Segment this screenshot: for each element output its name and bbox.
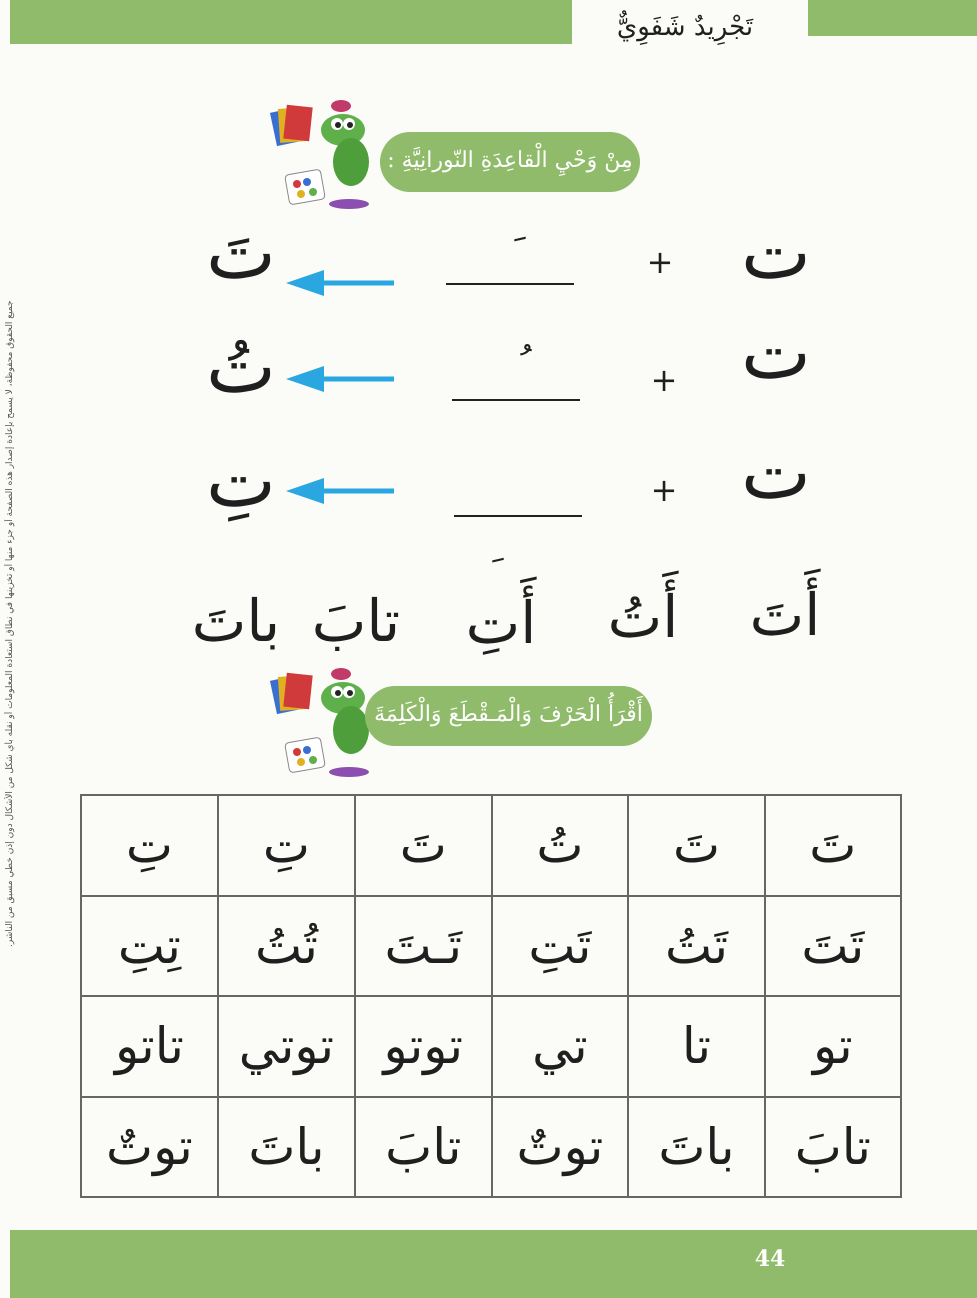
- section1-banner: مِنْ وَحْيِ الْقاعِدَةِ النّورانِيَّةِ :: [380, 132, 640, 192]
- row2-haraka: [496, 346, 536, 386]
- table-row: [81, 795, 901, 896]
- table-cell: تي: [492, 996, 629, 1097]
- crocodile-mascot-icon: [265, 100, 385, 210]
- table-cell: باتَ: [218, 1097, 355, 1198]
- table-cell: تابَ: [355, 1097, 491, 1198]
- row2-line: [452, 399, 580, 401]
- word-5: باتَ: [191, 587, 281, 655]
- table-cell: تَتِ: [492, 896, 629, 997]
- row1-result: تَ: [206, 210, 276, 296]
- table-cell: تَتُ: [628, 896, 764, 997]
- table-cell: تو: [765, 996, 901, 1097]
- row3-result: تِ: [206, 438, 276, 524]
- row2-result: تُ: [206, 324, 276, 410]
- row3-letter: ت: [741, 430, 811, 516]
- table-cell: تُ: [492, 795, 629, 896]
- copyright-note: جميع الحقوق محفوظة، لا يسمح بإعادة إصدار هذه الصفحة أو جزء منها أو تخزينها في نطاق استعادة المعلومات أو نقله بأي شكل من الأشكال دون إذن خطي مسبق من الناشر.: [5, 300, 15, 947]
- table-cell: توتو: [355, 996, 491, 1097]
- word-4: تابَ: [311, 587, 401, 655]
- row3-line: [454, 515, 582, 517]
- table-row: [81, 896, 901, 997]
- table-cell: تَ: [355, 795, 491, 896]
- page-number: 44: [754, 1246, 786, 1272]
- word-1: أَتَ: [749, 581, 821, 649]
- table-cell: توتٌ: [81, 1097, 218, 1198]
- word-3: أَتِ: [465, 589, 537, 657]
- table-cell: تِ: [218, 795, 355, 896]
- table-row: [81, 996, 901, 1097]
- table-cell: باتَ: [628, 1097, 764, 1198]
- table-row: [81, 1097, 901, 1198]
- top-banner-right: [808, 0, 977, 36]
- table-cell: تُتُ: [218, 896, 355, 997]
- table-cell: تَ: [628, 795, 764, 896]
- table-cell: تَـتَ: [355, 896, 491, 997]
- row3-plus: +: [650, 471, 678, 509]
- table-cell: تَتَ: [765, 896, 901, 997]
- row2-plus: +: [650, 361, 678, 399]
- row3-haraka: [468, 524, 508, 564]
- table-cell: تِ: [81, 795, 218, 896]
- arrow-left-icon: [286, 476, 396, 506]
- table-cell: تِتِ: [81, 896, 218, 997]
- arrow-left-icon: [286, 268, 396, 298]
- table-cell: تاتو: [81, 996, 218, 1097]
- table-cell: تَ: [765, 795, 901, 896]
- row1-line: [446, 283, 574, 285]
- reading-table: [80, 794, 902, 1198]
- top-banner-left: [10, 0, 572, 44]
- arrow-left-icon: [286, 364, 396, 394]
- table-cell: توتي: [218, 996, 355, 1097]
- table-cell: تابَ: [765, 1097, 901, 1198]
- row1-letter: ت: [741, 210, 811, 296]
- row1-haraka: [490, 232, 530, 272]
- section2-banner: أَقْرَأُ الْحَرْفَ وَالْمَـقْطَعَ وَالْكَلِمَةَ: [365, 686, 652, 746]
- row2-letter: ت: [741, 310, 811, 396]
- page-title: تَجْرِيدٌ شَفَوِيٌّ: [616, 12, 754, 42]
- row1-plus: +: [646, 243, 674, 281]
- footer-banner: [10, 1230, 977, 1298]
- table-cell: تا: [628, 996, 764, 1097]
- table-cell: توتٌ: [492, 1097, 629, 1198]
- word-2: أَتُ: [607, 583, 679, 651]
